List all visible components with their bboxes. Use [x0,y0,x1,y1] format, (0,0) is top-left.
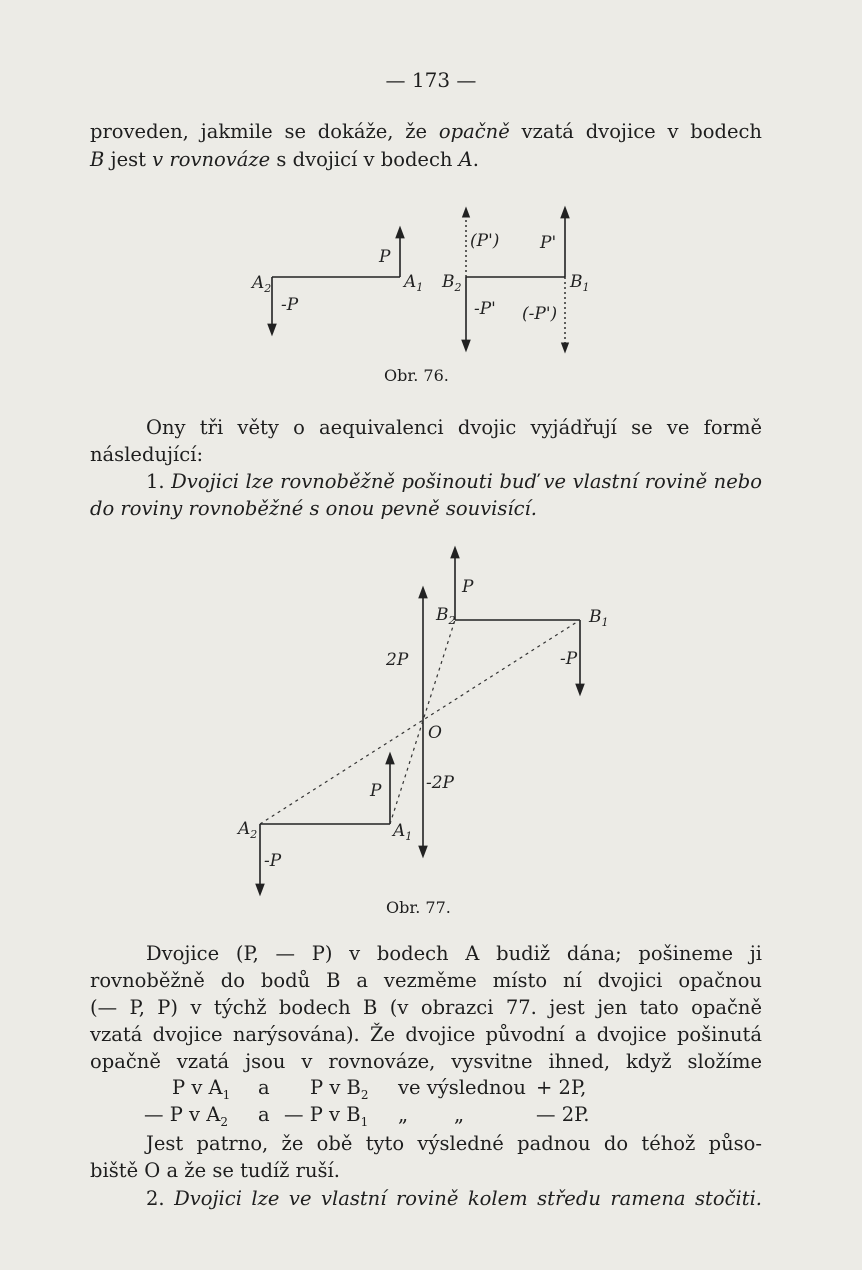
figure-76-caption: Obr. 76. [384,366,449,385]
eq2-term-a: — P v $A_2$ [144,1103,228,1129]
eq2-result: — 2P. [536,1103,590,1126]
label-A1: $A_1$ [404,272,424,294]
emphasis-rovnovaze: v rovnováze [152,148,271,171]
text-run: s dvojicí v bodech [270,148,459,171]
eq2-term-c: — P v $B_1$ [284,1103,369,1129]
label-minus-P-upper: -P [560,649,578,669]
label-B1: $B_1$ [589,607,609,629]
label-B1: $B_1$ [570,272,590,294]
label-minus-Pprime-paren: (-P') [522,304,558,324]
text-run: proveden, jakmile se dokáže, že [90,120,439,143]
eq1-phrase: ve výslednou [398,1076,526,1099]
text-run: . [472,148,479,171]
eq1-result: + 2P, [536,1076,587,1099]
label-P-upper: P [462,577,474,597]
paragraph-statement-line2: následující: [90,443,204,466]
eq1-term-c: P v $B_2$ [310,1076,369,1102]
label-A2: $A_2$ [238,819,258,841]
paragraph-proof-line3: (— P, P) v týchž bodech B (v obrazci 77. jest jen tato opačně [90,996,762,1019]
theorem-number: 1. [146,470,165,493]
label-A2: $A_2$ [252,273,272,295]
theorem-1-line2 [90,495,762,522]
eq2-and: a [258,1103,270,1126]
text-run: jest [104,148,153,171]
label-B2: $B_2$ [442,272,462,294]
equation-row-1 [0,1076,862,1103]
emphasis-opacne: opačně [438,120,510,143]
paragraph-statement-line1: Ony tři věty o aequivalenci dvojic vyjádřují se ve formě [146,416,762,439]
paragraph-proof-line2: rovnoběžně do bodů B a vezměme místo ní dvojici opačnou [90,969,762,992]
eq1-term-a: P v $A_1$ [172,1076,231,1102]
label-minus-P-lower: -P [264,851,282,871]
label-P: P [379,247,391,267]
equation-row-2 [0,1103,862,1130]
theorem-text: Dvojici lze rovnoběžně pošinouti buď ve vlastní rovině nebo [171,470,762,493]
theorem-text: Dvojici lze ve vlastní rovině kolem středu ramena stočiti. [174,1187,763,1210]
paragraph-conclusion-line1: Jest patrno, že obě tyto výsledné padnou do téhož půso- [146,1132,762,1155]
label-minus-Pprime: -P' [474,299,496,319]
label-Pprime: P' [540,233,557,253]
diagonal-A2-B1 [260,620,580,824]
label-O: O [428,723,442,743]
figure-76 [0,190,862,370]
eq1-and: a [258,1076,270,1099]
page-number: — 173 — [385,68,477,92]
paragraph-proof-line5: opačně vzatá jsou v rovnováze, vysvitne ihned, když složíme [90,1050,762,1073]
theorem-text: do roviny rovnoběžné s onou pevně souvisící. [90,497,537,520]
label-minus-2P: -2P [426,773,454,793]
label-P-lower: P [370,781,382,801]
theorem-2-line1 [90,1185,762,1212]
paragraph-conclusion-line2: biště O a že se tudíž ruší. [90,1159,340,1182]
symbol-B: B [90,148,105,171]
label-P-paren: (P') [470,231,500,251]
eq2-ditto-1: „ [398,1103,409,1126]
symbol-A: A [458,148,473,171]
figure-77-caption: Obr. 77. [386,898,451,917]
paragraph-proof-line4: vzatá dvojice narýsována). Že dvojice původní a dvojice pošinutá [90,1023,762,1046]
label-2P: 2P [386,650,409,670]
figure-77 [0,540,862,900]
label-B2: $B_2$ [436,605,456,627]
label-A1: $A_1$ [393,821,413,843]
eq2-ditto-2: „ [454,1103,465,1126]
paragraph-intro-line2 [90,146,762,173]
theorem-1-line1 [90,468,762,495]
paragraph-proof-line1: Dvojice (P, — P) v bodech A budiž dána; pošineme ji [146,942,762,965]
text-run: vzatá dvojice v bodech [509,120,762,143]
paragraph-intro-line1 [90,118,762,145]
label-minus-P: -P [281,295,299,315]
theorem-number: 2. [146,1187,165,1210]
